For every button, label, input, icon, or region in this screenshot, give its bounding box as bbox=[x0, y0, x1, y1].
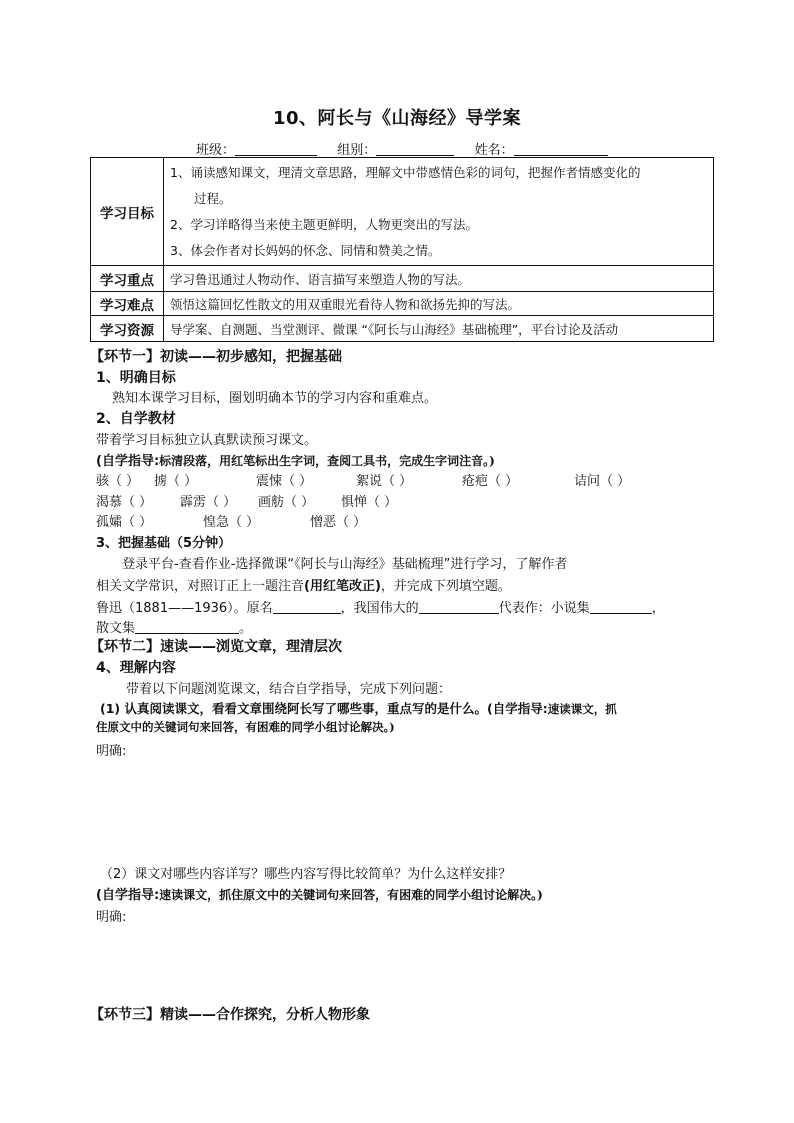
section2-header: 【环节二】速读——浏览文章，理清层次 bbox=[90, 639, 342, 655]
luxun-d: ， bbox=[651, 601, 665, 616]
word-7: 渴慕（ ） bbox=[96, 495, 153, 510]
answer-2-label: 明确: bbox=[96, 910, 127, 925]
item1-title: 1、明确目标 bbox=[96, 370, 176, 386]
item3-text2 bbox=[96, 575, 511, 594]
self-study-guide bbox=[96, 450, 495, 469]
luxun-b: ，我国伟大的 bbox=[340, 601, 419, 616]
item1-text: 熟知本课学习目标，圈划明确本节的学习内容和重难点。 bbox=[112, 391, 438, 406]
learning-table bbox=[90, 157, 714, 342]
key-label: 学习重点 bbox=[91, 266, 164, 292]
section1-header: 【环节一】初读——初步感知，把握基础 bbox=[90, 349, 342, 365]
word-10: 惧惮（ ） bbox=[341, 495, 398, 510]
item3-text2-c: ，并完成下列填空题。 bbox=[380, 579, 511, 594]
guide-text: 标清段落，用红笔标出生字词，查阅工具书，完成生字词注音。) bbox=[159, 454, 495, 468]
luxun-fill-line bbox=[96, 597, 665, 616]
name-blank[interactable] bbox=[514, 142, 608, 156]
item2-title: 2、自学教材 bbox=[96, 411, 176, 427]
word-5: 疮疤（ ） bbox=[462, 474, 519, 489]
luxun-c: 代表作：小说集 bbox=[498, 601, 590, 616]
group-blank[interactable] bbox=[376, 142, 454, 156]
item3-text2-a: 相关文学常识，对照订正上一题注音 bbox=[96, 579, 305, 594]
luxun-a: 鲁迅（1881——1936）。原名 bbox=[96, 601, 273, 616]
word-4: 絮说（ ） bbox=[356, 474, 413, 489]
goal-1: 1、诵读感知课文，理清文章思路，理解文中带感情色彩的词句，把握作者情感变化的 bbox=[170, 164, 641, 180]
blank-novel-collection[interactable] bbox=[590, 600, 652, 614]
group-label: 组别： bbox=[337, 143, 377, 158]
goal-3: 3、体会作者对长妈妈的怀念、同情和赞美之情。 bbox=[170, 242, 441, 258]
word-2: 掳（ ） bbox=[154, 474, 198, 489]
resources-label: 学习资源 bbox=[91, 316, 164, 342]
word-13: 憎恶（ ） bbox=[310, 515, 367, 530]
word-11: 孤孀（ ） bbox=[96, 515, 153, 530]
item4-text: 带着以下问题浏览课文，结合自学指导，完成下列问题： bbox=[126, 682, 452, 697]
blank-essay-collection[interactable] bbox=[135, 620, 239, 634]
goal-2: 2、学习详略得当来使主题更鲜明，人物更突出的写法。 bbox=[170, 216, 478, 232]
item4-title: 4、理解内容 bbox=[96, 660, 176, 676]
question-1-text: (1) 认真阅读课文，看看文章围绕阿长写了哪些事，重点写的是什么。 bbox=[100, 701, 487, 716]
q1-guide-label: (自学指导: bbox=[486, 701, 548, 716]
q2-guide-label: (自学指导: bbox=[96, 888, 160, 903]
goals-label: 学习目标 bbox=[91, 158, 164, 266]
word-9: 画舫（ ） bbox=[258, 495, 315, 510]
q2-guide bbox=[96, 884, 543, 903]
student-info-row bbox=[196, 139, 608, 158]
section3-header: 【环节三】精读——合作探究，分析人物形象 bbox=[90, 1007, 370, 1023]
difficulty-label: 学习难点 bbox=[91, 292, 164, 316]
q1-guide-text: 速读课文，抓 bbox=[547, 702, 617, 716]
name-label: 姓名： bbox=[474, 143, 514, 158]
blank-identity[interactable] bbox=[419, 600, 499, 614]
goals-cell bbox=[164, 158, 714, 266]
class-blank[interactable] bbox=[235, 142, 317, 156]
class-label: 班级： bbox=[196, 143, 236, 158]
red-pen-note: (用红笔改正) bbox=[304, 579, 381, 594]
essay-a: 散文集 bbox=[96, 621, 136, 636]
question-2: （2）课文对哪些内容详写？哪些内容写得比较简单？为什么这样安排？ bbox=[100, 867, 512, 882]
word-8: 霹雳（ ） bbox=[180, 495, 237, 510]
item3-text1: 登录平台-查看作业-选择微课“《阿长与山海经》基础梳理”进行学习，了解作者 bbox=[122, 557, 568, 572]
key-text: 学习鲁迅通过人物动作、语言描写来塑造人物的写法。 bbox=[164, 266, 714, 292]
goal-1-cont: 过程。 bbox=[194, 190, 232, 206]
blank-original-name[interactable] bbox=[273, 600, 341, 614]
word-12: 惶急（ ） bbox=[203, 515, 260, 530]
essay-b: 。 bbox=[239, 621, 253, 636]
word-1: 骇（ ） bbox=[96, 474, 140, 489]
q1-guide-text2: 住原文中的关键词句来回答，有困难的同学小组讨论解决。) bbox=[96, 720, 395, 734]
difficulty-text: 领悟这篇回忆性散文的用双重眼光看待人物和欲扬先抑的写法。 bbox=[164, 292, 714, 316]
q2-guide-text: 速读课文，抓住原文中的关键词句来回答，有困难的同学小组讨论解决。) bbox=[159, 888, 543, 902]
question-1 bbox=[100, 699, 617, 717]
word-6: 诘问（ ） bbox=[574, 474, 631, 489]
item3-title: 3、把握基础（5分钟） bbox=[96, 536, 232, 551]
page-title: 10、阿长与《山海经》导学案 bbox=[272, 108, 522, 129]
item2-text: 带着学习目标独立认真默读预习课文。 bbox=[96, 433, 318, 448]
answer-1-label: 明确: bbox=[96, 744, 127, 759]
word-3: 震悚（ ） bbox=[256, 474, 313, 489]
guide-label: (自学指导: bbox=[96, 454, 160, 469]
essay-fill-line bbox=[96, 617, 252, 636]
resources-text: 导学案、自测题、当堂测评、微课 “《阿长与山海经》基础梳理”，平台讨论及活动 bbox=[164, 316, 714, 342]
